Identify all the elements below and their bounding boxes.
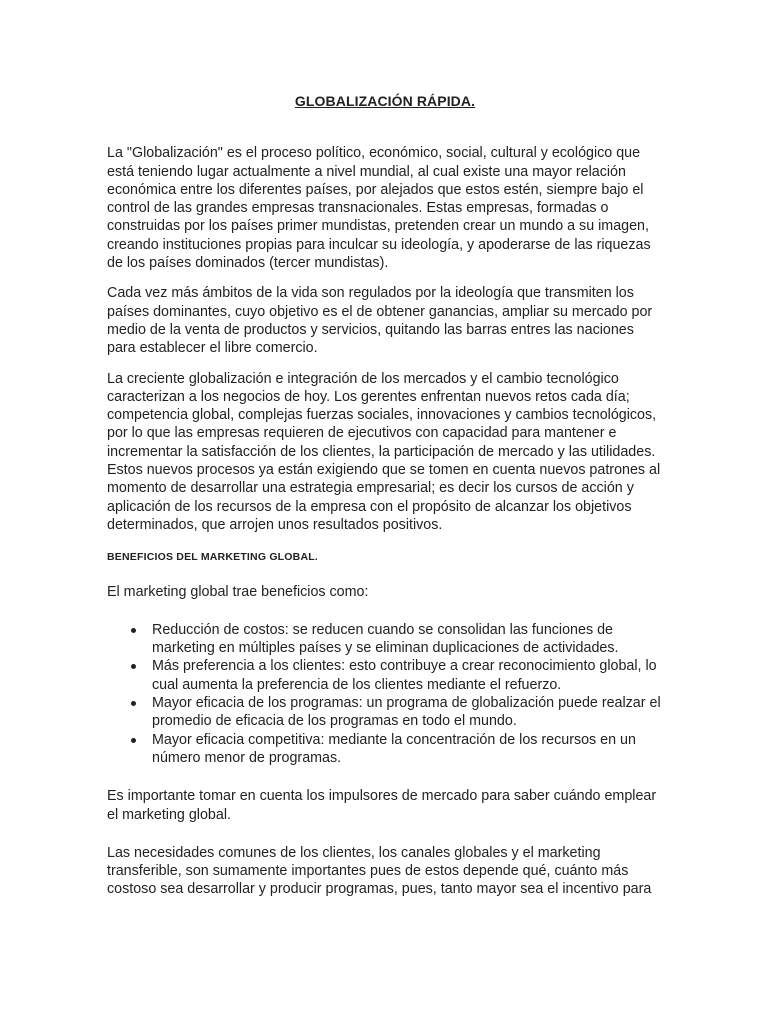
benefit-text: Mayor eficacia de los programas: un programa de globalización puede realzar el promedio de eficacia de los programas en todo el mundo. (152, 695, 661, 730)
bullet-icon (131, 628, 136, 633)
benefit-text: Mayor eficacia competitiva: mediante la concentración de los recursos en un número menor de programas. (152, 731, 636, 766)
bullet-icon (131, 701, 136, 706)
paragraph-benefits-intro: El marketing global trae beneficios como: (107, 583, 369, 600)
section-heading-benefits: BENEFICIOS DEL MARKETING GLOBAL. (107, 551, 318, 564)
list-item (107, 657, 663, 694)
bullet-icon (131, 664, 136, 669)
document-title: GLOBALIZACIÓN RÁPIDA. (294, 93, 476, 109)
document-body (107, 92, 663, 911)
list-item (107, 694, 663, 731)
list-item (107, 621, 663, 658)
benefits-list (107, 621, 663, 767)
benefit-text: Más preferencia a los clientes: esto contribuye a crear reconocimiento global, lo cual aumenta la preferencia de los clientes mediante el refuerzo. (152, 658, 657, 693)
benefit-text: Reducción de costos: se reducen cuando se consolidan las funciones de marketing en múltiples países y se eliminan duplicaciones de actividades. (152, 621, 619, 657)
paragraph-market-integration: La creciente globalización e integración de los mercados y el cambio tecnológico caracterizan a los negocios de hoy. Los gerentes enfrentan nuevos retos cada día; competencia global, complejas fuerzas sociales, innovaciones y cambios tecnológicos, por lo que las empresas requieren de ejecutivos con capacidad para mantener e incrementar la satisfacción de los clientes, la participación de mercado y las utilidades. Estos nuevos procesos ya están exigiendo que se tomen en cuenta nuevos patrones al momento de desarrollar una estrategia empresarial; es decir los cursos de acción y aplicación de los recursos de la empresa con el propósito de alcanzar los objetivos determinados, que arrojen unos resultados positivos. (107, 370, 661, 533)
paragraph-common-needs: Las necesidades comunes de los clientes, los canales globales y el marketing transferible, son sumamente importantes pues de estos depende qué, cuánto más costoso sea desarrollar y producir programas, pues, tanto mayor sea el incentivo para (107, 844, 652, 898)
bullet-icon (131, 738, 136, 743)
list-item (107, 731, 663, 768)
paragraph-market-drivers: Es importante tomar en cuenta los impulsores de mercado para saber cuándo emplear el marketing global. (107, 788, 657, 823)
paragraph-dominant-ideology: Cada vez más ámbitos de la vida son regulados por la ideología que transmiten los países dominantes, cuyo objetivo es el de obtener ganancias, ampliar su mercado por medio de la venta de productos y servicios, quitando las barras entres las naciones para establecer el libre comercio. (107, 285, 653, 357)
paragraph-globalization-definition: La "Globalización" es el proceso político, económico, social, cultural y ecológico que está teniendo lugar actualmente a nivel mundial, al cual existe una mayor relación económica entre los diferentes países, por alejados que estos estén, siempre bajo el control de las grandes empresas transnacionales. Estas empresas, formadas o construidas por los países primer mundistas, pretenden crear un mundo a su imagen, creando instituciones propias para inculcar su ideología, y apoderarse de las riquezas de los países dominados (tercer mundistas). (107, 145, 651, 272)
